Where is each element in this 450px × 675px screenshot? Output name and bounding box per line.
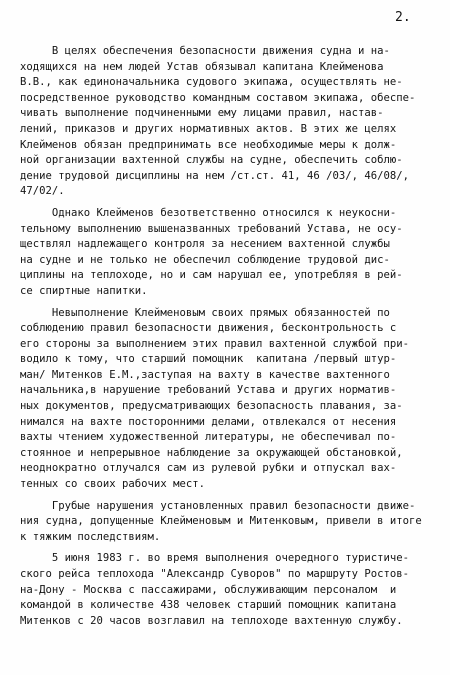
text-line: начальника,в нарушение требований Устава и других норматив- [20, 384, 397, 397]
text-line: ществлял надлежащего контроля за несением вахтенной службы [20, 238, 390, 251]
text-line: ходящихся на нем людей Устав обязывал капитана Клейменова [20, 60, 384, 73]
text-line: Грубые нарушения установленных правил безопасности движе- [20, 499, 416, 512]
document-body [20, 44, 438, 635]
text-line: Однако Клейменов безответственно относился к неукосни- [20, 206, 397, 219]
text-line: посредственное руководство командным составом экипажа, обеспе- [20, 91, 416, 104]
text-line: лений, приказов и других нормативных актов. В этих же целях [20, 122, 397, 135]
page-number: 2. [395, 10, 411, 25]
text-line: Невыполнение Клейменовым своих прямых обязанностей по [20, 306, 390, 319]
paragraph [20, 306, 438, 493]
text-line: к тяжким последствиям. [20, 530, 161, 543]
text-line: водило к тому, что старший помощник капитана /первый штур- [20, 353, 397, 366]
text-line: его стороны за выполнением этих правил вахтенной службой при- [20, 337, 410, 350]
text-line: В целях обеспечения безопасности движения судна и на- [20, 45, 390, 57]
text-line: Митенков с 20 часов возглавил на теплоходе вахтенную службу. [20, 614, 403, 627]
text-line: соблюдению правил безопасности движения, бесконтрольность с [20, 322, 397, 335]
text-line: на-Дону - Москва с пассажирами, обслуживающим персоналом и [20, 583, 397, 596]
text-line: Клейменов обязан предпринимать все необходимые меры к долж- [20, 138, 397, 151]
text-line: ной организации вахтенной службы на судне, обеспечить соблю- [20, 154, 403, 167]
text-line: ман/ Митенков Е.М.,заступая на вахту в качестве вахтенного [20, 368, 390, 381]
text-line: командой в количестве 438 человек старший помощник капитана [20, 599, 397, 612]
text-line: ского рейса теплохода "Александр Суворов" по маршруту Ростов- [20, 568, 410, 580]
paragraph [20, 44, 438, 200]
text-line: нимался на вахте посторонними делами, отвлекался от несения [20, 415, 397, 428]
text-line: неоднократно отлучался сам из рулевой рубки и отпускал вах- [20, 462, 397, 475]
text-line: циплины на теплоходе, но и сам нарушал ее, употребляя в рей- [20, 269, 403, 282]
text-line: се спиртные напитки. [20, 284, 148, 297]
text-line: тенных со своих рабочих мест. [20, 478, 205, 491]
text-line: на судне и не только не обеспечил соблюдение трудовой дис- [20, 253, 390, 266]
paragraph [20, 206, 438, 300]
paragraph [20, 551, 438, 629]
text-line: 5 июня 1983 г. во время выполнения очередного туристиче- [20, 552, 410, 565]
text-line: ных документов, предусматривающих безопасность плавания, за- [20, 400, 403, 413]
text-line: ния судна, допущенные Клейменовым и Митенковым, привели в итоге [20, 515, 422, 528]
text-line: чивать выполнение подчиненными ему лицами правил, настав- [20, 107, 384, 120]
text-line: В.В., как единоначальника судового экипажа, осуществлять не- [20, 76, 403, 89]
text-line: стоянное и непрерывное наблюдение за окружающей обстановкой, [20, 446, 403, 459]
paragraph [20, 499, 438, 546]
text-line: 47/02/. [20, 185, 65, 198]
text-line: дение трудовой дисциплины на нем /ст.ст. 41, 46 /03/, 46/08/, [20, 169, 410, 182]
text-line: вахты чтением художественной литературы, не обеспечивал по- [20, 431, 397, 444]
text-line: тельному выполнению вышеназванных требований Устава, не осу- [20, 222, 403, 235]
